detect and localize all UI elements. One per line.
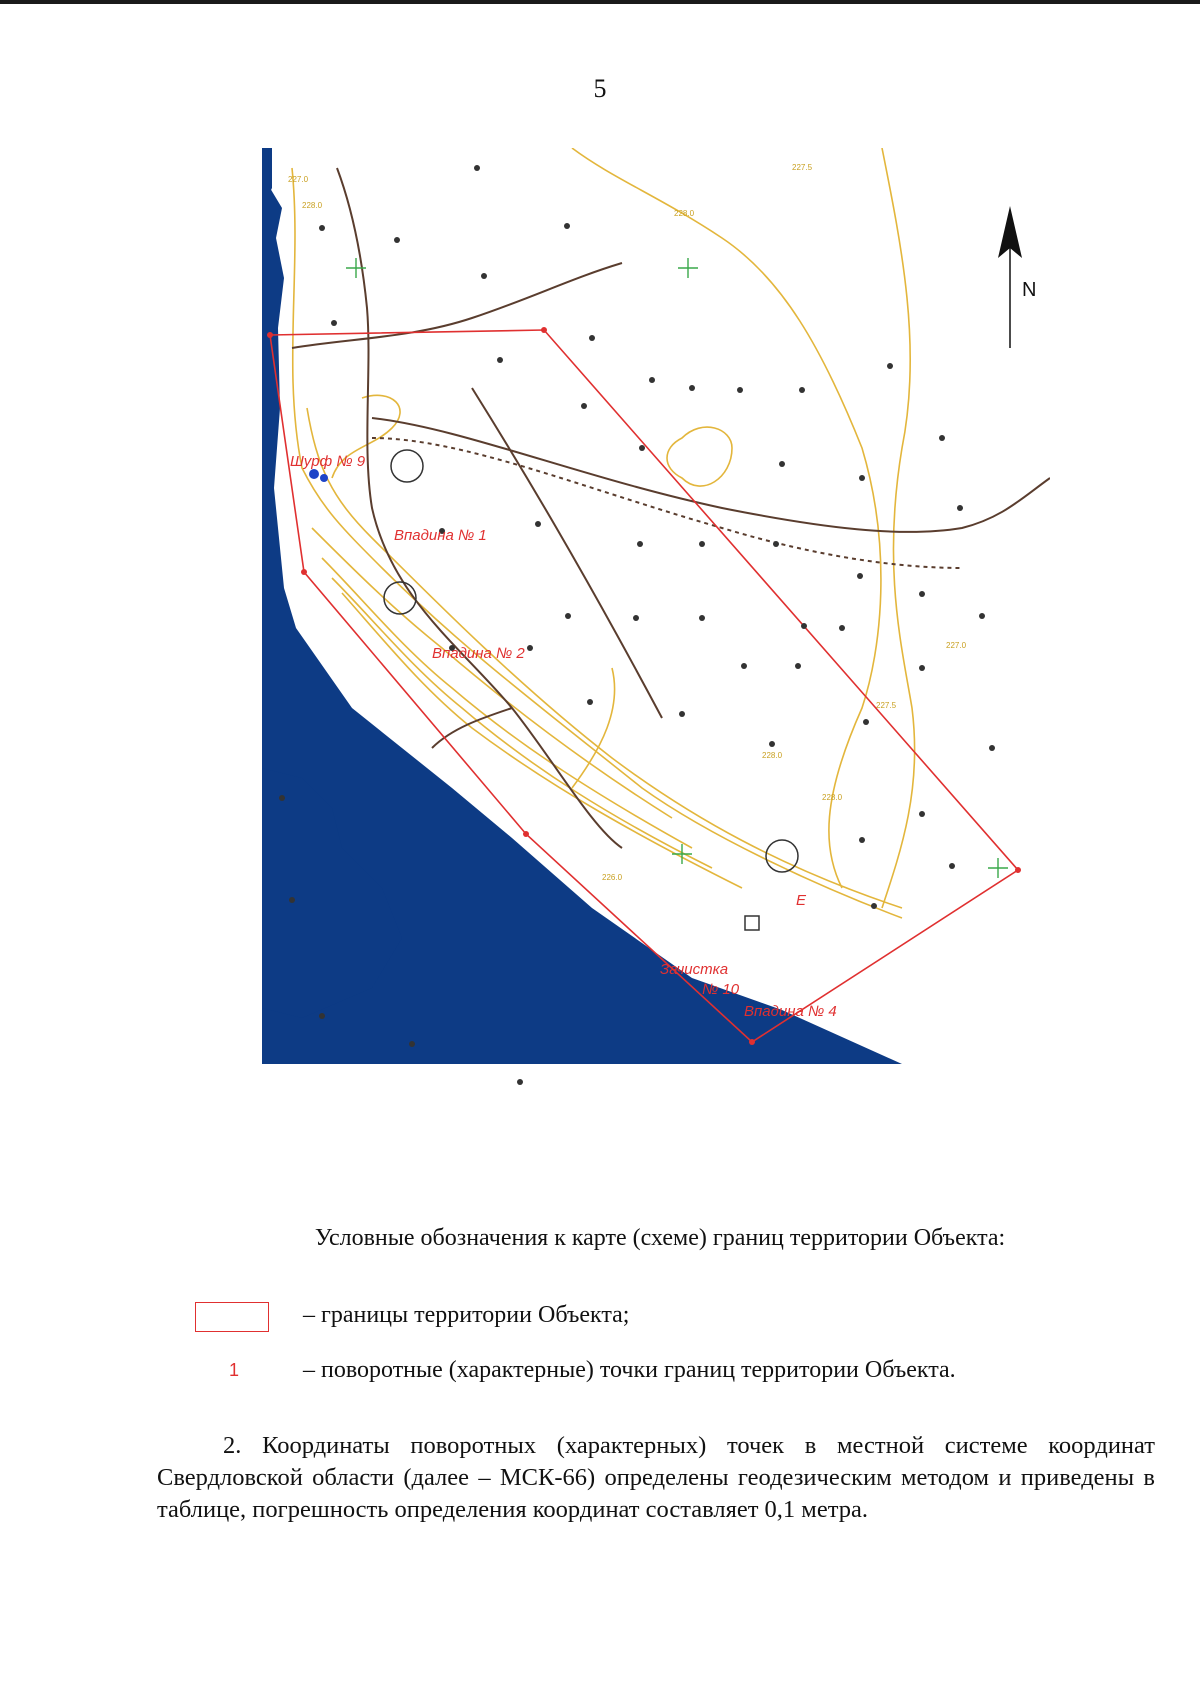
tree-symbol — [887, 363, 893, 369]
tree-symbol — [859, 475, 865, 481]
tree-symbol — [481, 273, 487, 279]
label-shurf: Шурф № 9 — [290, 453, 366, 470]
tree-symbol — [409, 1041, 415, 1047]
tree-symbol — [699, 541, 705, 547]
tree-symbol — [394, 237, 400, 243]
tree-symbol — [474, 165, 480, 171]
boundary-point — [749, 1039, 755, 1045]
contour-label: 228.0 — [762, 751, 783, 760]
tree-symbol — [919, 591, 925, 597]
tree-symbol — [589, 335, 595, 341]
tree-symbol — [289, 897, 295, 903]
north-arrow-letter: N — [1022, 279, 1037, 301]
tree-symbol — [565, 613, 571, 619]
legend-point-symbol: 1 — [228, 1360, 239, 1380]
map-svg — [262, 148, 1050, 1158]
tree-symbol — [535, 521, 541, 527]
boundary-point — [541, 327, 547, 333]
tree-symbol — [949, 863, 955, 869]
legend-point-text: – поворотные (характерные) точки границ территории Объекта. — [303, 1357, 956, 1383]
tree-symbol — [795, 663, 801, 669]
tree-symbol — [679, 711, 685, 717]
page-top-edge — [0, 0, 1200, 4]
boundary-point — [301, 569, 307, 575]
tree-symbol — [649, 377, 655, 383]
tree-symbol — [319, 1013, 325, 1019]
contour-label: 228.0 — [822, 793, 843, 802]
tree-symbol — [639, 445, 645, 451]
tree-symbol — [919, 811, 925, 817]
tree-symbol — [957, 505, 963, 511]
contour-label: 228.0 — [302, 201, 323, 210]
tree-symbol — [741, 663, 747, 669]
contour-label: 227.0 — [288, 175, 309, 184]
tree-symbol — [517, 1079, 523, 1085]
legend-title: Условные обозначения к карте (схеме) границ территории Объекта: — [314, 1225, 1006, 1251]
tree-symbol — [319, 225, 325, 231]
tree-symbol — [979, 613, 985, 619]
tree-symbol — [633, 615, 639, 621]
tree-symbol — [919, 665, 925, 671]
label-vpadina-4: Впадина № 4 — [744, 1003, 837, 1020]
tree-symbol — [801, 623, 807, 629]
contour-label: 227.5 — [792, 163, 813, 172]
tree-symbol — [564, 223, 570, 229]
boundary-point — [267, 332, 273, 338]
tree-symbol — [769, 741, 775, 747]
contour-label: 227.0 — [946, 641, 967, 650]
label-vpadina-2: Впадина № 2 — [432, 645, 525, 662]
tree-symbol — [989, 745, 995, 751]
tree-symbol — [859, 837, 865, 843]
tree-symbol — [871, 903, 877, 909]
legend-row-points — [0, 1355, 1200, 1395]
tree-symbol — [581, 403, 587, 409]
tree-symbol — [799, 387, 805, 393]
contour-label: 226.0 — [602, 873, 623, 882]
tree-symbol — [637, 541, 643, 547]
coordinates-paragraph: 2. Координаты поворотных (характерных) точек в местной системе координат Свердловской области (далее – МСК-66) определены геодезическим методом и приведены в таблице, погрешность определения координат составляет 0,1 метра. — [157, 1432, 1155, 1523]
territory-map — [262, 148, 1050, 1158]
tree-symbol — [587, 699, 593, 705]
label-zachistka: Зачистка — [660, 961, 729, 978]
label-e: Е — [796, 892, 807, 909]
contour-label: 227.5 — [876, 701, 897, 710]
tree-symbol — [863, 719, 869, 725]
tree-symbol — [857, 573, 863, 579]
tree-symbol — [779, 461, 785, 467]
label-zachistka-num: № 10 — [702, 981, 740, 998]
tree-symbol — [331, 320, 337, 326]
tree-symbol — [773, 541, 779, 547]
tree-symbol — [737, 387, 743, 393]
boundary-point — [523, 831, 529, 837]
tree-symbol — [689, 385, 695, 391]
tree-symbol — [839, 625, 845, 631]
well-marker — [320, 474, 328, 482]
tree-symbol — [939, 435, 945, 441]
legend-row-boundary — [0, 1300, 1200, 1340]
tree-symbol — [497, 357, 503, 363]
page-number: 5 — [593, 74, 607, 103]
label-vpadina-1: Впадина № 1 — [394, 527, 487, 544]
contour-label: 228.0 — [674, 209, 695, 218]
legend-boundary-text: – границы территории Объекта; — [303, 1302, 630, 1328]
legend-boundary-swatch — [195, 1302, 269, 1332]
boundary-point — [1015, 867, 1021, 873]
tree-symbol — [699, 615, 705, 621]
tree-symbol — [279, 795, 285, 801]
tree-symbol — [527, 645, 533, 651]
well-marker — [309, 469, 319, 479]
